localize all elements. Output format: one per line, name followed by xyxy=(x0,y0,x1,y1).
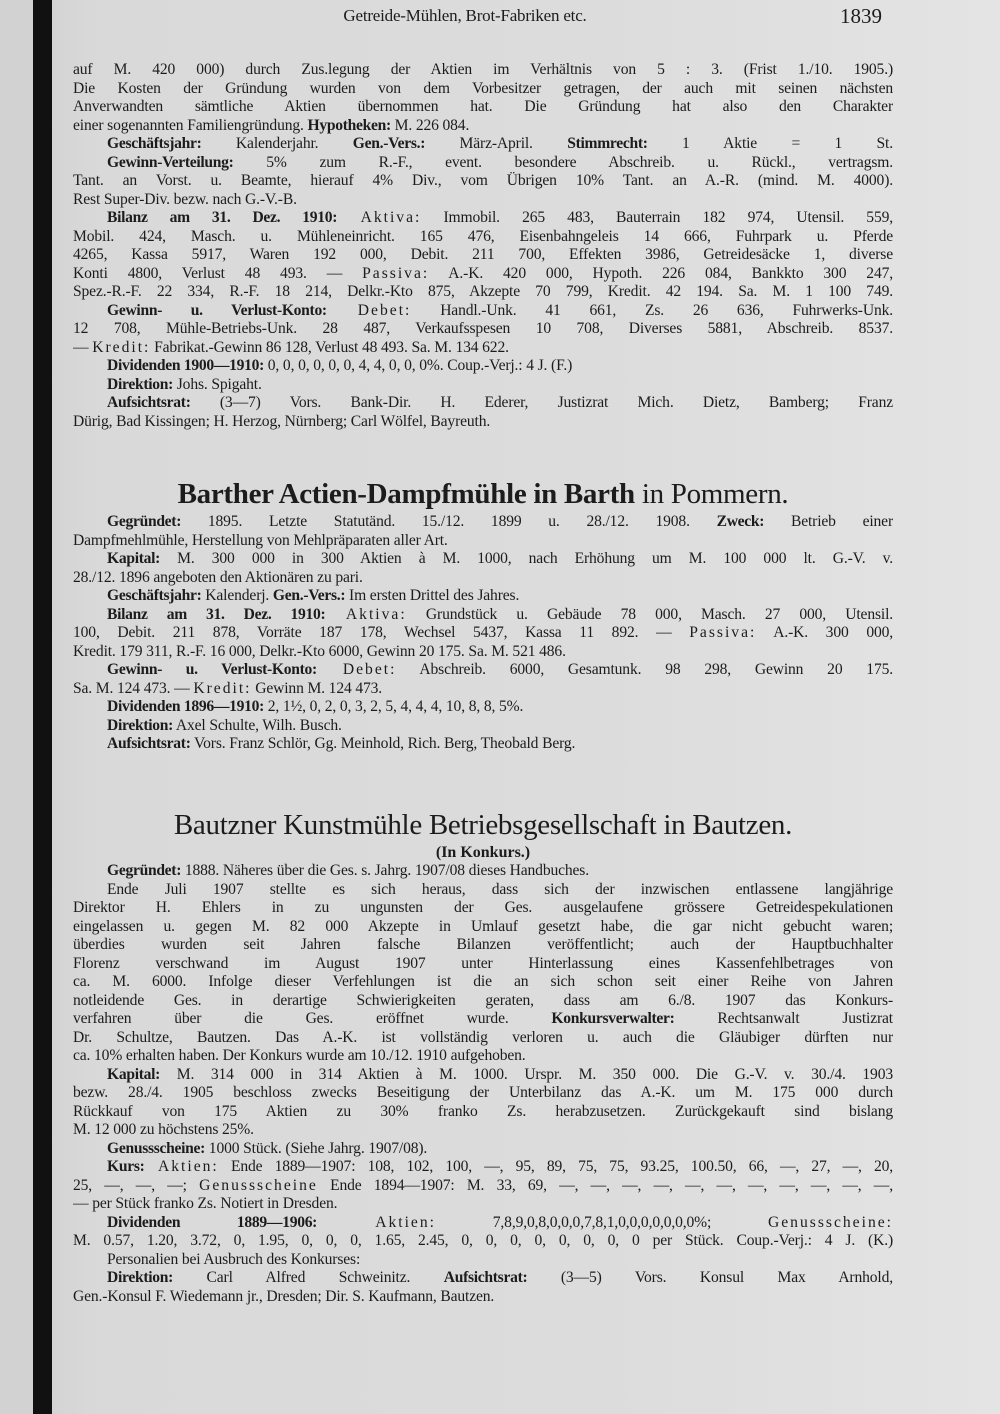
field-label: Aufsichtsrat: xyxy=(107,735,191,752)
text-segment: Axel Schulte, Wilh. Busch. xyxy=(173,716,342,734)
text-line xyxy=(73,265,893,284)
text-segment: M. 314 000 in 314 Aktien à M. 1000. Urspr. M. 350 000. Die G.-V. v. 30./4. 1903 xyxy=(160,1065,893,1083)
field-label: Gewinn-Verteilung: xyxy=(107,153,234,171)
text-line xyxy=(73,680,893,699)
text-segment: — per Stück franko Zs. Notiert in Dresden. xyxy=(73,1195,338,1212)
spaced-label: Debet: xyxy=(316,661,397,678)
text-segment: ca. 10% erhalten haben. Der Konkurs wurde am 10./12. 1910 aufgehoben. xyxy=(73,1047,526,1064)
text-segment: Gen.-Konsul F. Wiedemann jr., Dresden; Dir. S. Kaufmann, Bautzen. xyxy=(73,1287,495,1305)
heading-segment: Barther Actien-Dampfmühle in Barth xyxy=(177,478,635,510)
text-segment: 100, Debit. 211 878, Vorräte 187 178, Wechsel 5437, Kassa 11 892. — xyxy=(73,624,690,641)
field-label: Hypotheken: xyxy=(307,116,391,134)
text-line xyxy=(73,1214,893,1233)
text-segment: Handl.-Unk. 41 661, Zs. 26 636, Fuhrwerks-Unk. xyxy=(411,301,893,319)
text-segment: 2, 1½, 0, 2, 0, 3, 2, 5, 4, 4, 4, 10, 8, 8, 5%. xyxy=(264,698,524,715)
field-label: Direktion: xyxy=(107,375,174,393)
text-line xyxy=(73,1047,893,1066)
text-segment: 1000 Stück. (Siehe Jahrg. 1907/08). xyxy=(205,1139,428,1157)
spaced-label: Kredit: xyxy=(193,679,252,697)
text-segment: (3—5) Vors. Konsul Max Arnhold, xyxy=(527,1269,893,1286)
text-line xyxy=(73,717,893,736)
text-segment: M. 12 000 zu höchstens 25%. xyxy=(73,1121,254,1138)
text-segment: Grundstück u. Gebäude 78 000, Masch. 27 000, Utensil. xyxy=(406,605,893,623)
text-segment: Kalenderjahr. xyxy=(201,135,353,152)
text-segment: Fabrikat.-Gewinn 86 128, Verlust 48 493. Sa. M. 134 622. xyxy=(150,338,509,356)
text-segment: eingelassen u. gegen M. 82 000 Akzepte in Umlauf gesetzt habe, die gar nicht gebucht waren; xyxy=(73,917,893,935)
text-line xyxy=(73,899,893,918)
text-line xyxy=(73,1029,893,1048)
text-line xyxy=(73,862,893,881)
text-line xyxy=(73,955,893,974)
text-segment: notleidende Ges. in derartige Schwierigkeiten geraten, dass am 6./8. 1907 das Konkurs- xyxy=(73,991,893,1009)
text-line xyxy=(73,936,893,955)
text-line xyxy=(73,1251,893,1270)
text-segment: Personalien bei Ausbruch des Konkurses: xyxy=(107,1250,361,1268)
text-line xyxy=(73,413,893,432)
text-line xyxy=(73,532,893,551)
text-segment: Ende Juli 1907 stellte es sich heraus, dass sich der inzwischen entlassene langjährige xyxy=(107,880,893,898)
field-label: Direktion: xyxy=(107,1269,174,1286)
text-line xyxy=(73,1103,893,1122)
field-label: Aufsichtsrat: xyxy=(443,1269,528,1286)
text-line xyxy=(73,661,893,680)
text-line xyxy=(73,246,893,265)
book-spine-shadow xyxy=(33,0,52,1414)
spaced-label: Genussscheine xyxy=(199,1176,318,1194)
text-line xyxy=(73,1121,893,1140)
text-line xyxy=(73,172,893,191)
text-segment: Johs. Spigaht. xyxy=(173,375,262,393)
text-segment: verfahren über die Ges. eröffnet wurde. xyxy=(73,1010,552,1027)
field-label: Bilanz am 31. Dez. 1910: xyxy=(107,209,338,226)
field-label: Aufsichtsrat: xyxy=(107,394,191,411)
spaced-label: Aktiva: xyxy=(337,209,422,226)
text-segment: Dampfmehlmühle, Herstellung von Mehlpräparaten aller Art. xyxy=(73,531,448,549)
text-segment: 1895. Letzte Statutänd. 15./12. 1899 u. 28./12. 1908. xyxy=(181,513,717,530)
text-line xyxy=(73,569,893,588)
field-label: Kapital: xyxy=(107,550,161,567)
section-bautzner-kunstmuehle xyxy=(73,806,893,1306)
text-segment: Dr. Schultze, Bautzen. Das A.-K. ist vollständig verloren u. auch die Gläubiger dürften nur xyxy=(73,1028,893,1046)
field-label: Dividenden 1896—1910: xyxy=(107,698,265,715)
text-segment: Rückkauf von 175 Aktien zu 30% franko Zs. herabzusetzen. Zurückgekauft sind bislang xyxy=(73,1102,893,1120)
text-segment: 5% zum R.-F., event. besondere Abschreib. u. Rückl., vertragsm. xyxy=(233,153,893,171)
text-line xyxy=(73,643,893,662)
text-segment: 0, 0, 0, 0, 0, 0, 4, 4, 0, 0, 0%. Coup.-Verj.: 4 J. (F.) xyxy=(264,357,573,374)
text-segment: Abschreib. 6000, Gesamtunk. 98 298, Gewinn 20 175. xyxy=(396,661,893,678)
text-line xyxy=(73,117,893,136)
running-header: Getreide-Mühlen, Brot-Fabriken etc. xyxy=(343,6,587,25)
text-segment: Die Kosten der Gründung wurden von dem Vorbesitzer getragen, der auch mit seinen nächsten xyxy=(73,79,893,97)
text-line xyxy=(73,1269,893,1288)
text-line xyxy=(73,376,893,395)
text-segment: M. 300 000 in 300 Aktien à M. 1000, nach Erhöhung um M. 100 000 lt. G.-V. v. xyxy=(160,550,893,567)
spaced-label: Passiva: xyxy=(362,264,430,282)
field-label: Dividenden 1900—1910: xyxy=(107,357,265,374)
text-segment: März-April. xyxy=(425,135,568,152)
text-line xyxy=(73,154,893,173)
text-line xyxy=(73,1066,893,1085)
text-segment: Direktor H. Ehlers in zu ungunsten der Ges. ausgelaufene grössere Getreidespekulationen xyxy=(73,899,893,916)
text-line xyxy=(73,80,893,99)
text-segment: Rechtsanwalt Justizrat xyxy=(674,1010,893,1027)
text-line xyxy=(73,587,893,606)
company-status-subtitle: (In Konkurs.) xyxy=(435,844,531,861)
spaced-label: Genussscheine: xyxy=(767,1213,893,1231)
text-segment: Florenz verschwand im August 1907 unter Hinterlassung eines Kassenfehlbetrages von xyxy=(73,954,893,972)
text-line xyxy=(73,61,893,80)
text-line xyxy=(73,339,893,358)
text-segment: bezw. 28./4. 1905 beschloss zwecks Beseitigung der Unterbilanz das A.-K. um M. 175 000 durch xyxy=(73,1084,893,1101)
field-label: Konkursverwalter: xyxy=(551,1010,675,1027)
text-line xyxy=(73,191,893,210)
text-line xyxy=(73,357,893,376)
text-segment: Konti 4800, Verlust 48 493. — xyxy=(73,264,363,282)
text-segment: 12 708, Mühle-Betriebs-Unk. 28 487, Verkaufsspesen 10 708, Diverses 5881, Abschreib. 8537. xyxy=(73,320,893,337)
field-label: Gegründet: xyxy=(107,862,182,879)
text-line xyxy=(73,320,893,339)
field-label: Kapital: xyxy=(107,1065,161,1083)
text-segment: A.-K. 420 000, Hypoth. 226 084, Bankkto 300 247, xyxy=(429,264,893,282)
spaced-label: Aktien: xyxy=(144,1158,219,1175)
heading-segment: in Pommern. xyxy=(634,478,789,510)
text-line xyxy=(73,228,893,247)
company-heading xyxy=(73,806,893,844)
text-line xyxy=(73,283,893,302)
text-segment: Dürig, Bad Kissingen; H. Herzog, Nürnberg; Carl Wölfel, Bayreuth. xyxy=(73,412,491,430)
text-segment: Rest Super-Div. bezw. nach G.-V.-B. xyxy=(73,190,297,208)
adjacent-page-margin xyxy=(0,0,33,1414)
text-segment: einer sogenannten Familiengründung. xyxy=(73,116,308,134)
text-segment: Tant. an Vorst. u. Beamte, hierauf 4% Div., vom Übrigen 10% Tant. an A.-R. (mind. M. 4000). xyxy=(73,172,893,189)
text-line xyxy=(73,209,893,228)
field-label: Stimmrecht: xyxy=(567,135,648,152)
section-barther-actien-dampfmuehle xyxy=(73,475,893,754)
text-segment: Ende 1894—1907: M. 33, 69, —, —, —, —, —, —, —, —, —, —, —, xyxy=(317,1176,893,1194)
field-label: Gen.-Vers.: xyxy=(272,587,346,604)
text-segment: Carl Alfred Schweinitz. xyxy=(173,1269,444,1286)
spaced-label: Passiva: xyxy=(689,624,757,641)
text-segment: Ende 1889—1907: 108, 102, 100, —, 95, 89, 75, 75, 93.25, 100.50, 66, —, 27, —, 20, xyxy=(218,1158,893,1175)
text-line xyxy=(73,394,893,413)
text-line xyxy=(73,992,893,1011)
text-line xyxy=(73,1158,893,1177)
field-label: Bilanz am 31. Dez. 1910: xyxy=(107,605,326,623)
text-segment: A.-K. 300 000, xyxy=(756,624,893,641)
text-segment: Immobil. 265 483, Bauterrain 182 974, Utensil. 559, xyxy=(421,209,893,226)
text-line xyxy=(73,606,893,625)
spaced-label: Debet: xyxy=(326,301,412,319)
text-segment: Gewinn M. 124 473. xyxy=(251,679,383,697)
text-line xyxy=(73,735,893,754)
page-number: 1839 xyxy=(840,4,882,28)
text-segment: Kalenderj. xyxy=(201,587,273,604)
text-line xyxy=(73,1140,893,1159)
text-segment: M. 0.57, 1.20, 3.72, 0, 1.95, 0, 0, 0, 1.65, 2.45, 0, 0, 0, 0, 0, 0, 0, 0 per Stück. Coup.-Verj.: 4 J. (K.) xyxy=(73,1232,893,1249)
field-label: Gewinn- u. Verlust-Konto: xyxy=(107,661,317,678)
text-segment: — xyxy=(73,338,93,356)
field-label: Zweck: xyxy=(716,513,765,530)
text-line xyxy=(73,302,893,321)
text-line xyxy=(73,513,893,532)
text-segment: Vors. Franz Schlör, Gg. Meinhold, Rich. Berg, Theobald Berg. xyxy=(190,735,576,752)
text-line xyxy=(73,918,893,937)
text-line xyxy=(73,1084,893,1103)
field-label: Geschäftsjahr: xyxy=(107,587,202,604)
text-segment: Betrieb einer xyxy=(764,513,893,530)
text-segment: 25, —, —, —; xyxy=(73,1176,200,1194)
text-segment: M. 226 084. xyxy=(390,116,470,134)
text-segment: Sa. M. 124 473. — xyxy=(73,679,194,697)
text-line xyxy=(73,624,893,643)
text-line xyxy=(73,1232,893,1251)
field-label: Direktion: xyxy=(107,716,174,734)
text-segment: ca. M. 6000. Infolge dieser Verfehlungen ist die an sich schon seit einer Reihe von Jahren xyxy=(73,973,893,990)
text-line xyxy=(73,881,893,900)
text-segment: Anverwandten sämtliche Aktien übernommen hat. Die Gründung hat also den Charakter xyxy=(73,98,893,115)
company-heading xyxy=(73,475,893,513)
text-line xyxy=(73,1177,893,1196)
text-segment: 1888. Näheres über die Ges. s. Jahrg. 1907/08 dieses Handbuches. xyxy=(181,862,589,879)
text-line xyxy=(73,698,893,717)
text-segment: 28./12. 1896 angeboten den Aktionären zu pari. xyxy=(73,568,363,586)
text-segment: überdies wurden seit Jahren falsche Bilanzen veröffentlicht; auch der Hauptbuchhalter xyxy=(73,936,893,953)
field-label: Genussscheine: xyxy=(107,1139,206,1157)
text-segment: 7,8,9,0,8,0,0,0,7,8,1,0,0,0,0,0,0,0%; xyxy=(435,1213,768,1231)
field-label: Geschäftsjahr: xyxy=(107,135,202,152)
text-line xyxy=(73,135,893,154)
text-line xyxy=(73,98,893,117)
text-segment: Im ersten Drittel des Jahres. xyxy=(345,587,520,604)
text-line xyxy=(73,550,893,569)
text-line xyxy=(73,973,893,992)
text-segment: Kredit. 179 311, R.-F. 16 000, Delkr.-Kto 6000, Gewinn 20 175. Sa. M. 521 486. xyxy=(73,642,566,660)
text-segment: (3—7) Vors. Bank-Dir. H. Ederer, Justizrat Mich. Dietz, Bamberg; Franz xyxy=(190,394,893,411)
field-label: Gen.-Vers.: xyxy=(352,135,426,152)
section-continued-company xyxy=(73,61,893,431)
field-label: Dividenden 1889—1906: xyxy=(107,1213,318,1231)
field-label: Gegründet: xyxy=(107,513,182,530)
spaced-label: Kredit: xyxy=(92,338,151,356)
text-segment: Mobil. 424, Masch. u. Mühleneinricht. 165 476, Eisenbahngeleis 14 666, Fuhrpark u. Pferde xyxy=(73,227,893,245)
field-label: Kurs: xyxy=(107,1158,145,1175)
text-line xyxy=(73,1010,893,1029)
text-segment: Spez.-R.-F. 22 334, R.-F. 18 214, Delkr.-Kto 875, Akzepte 70 799, Kredit. 42 194. Sa. M. 1 100 749. xyxy=(73,283,893,300)
text-line xyxy=(73,1288,893,1307)
field-label: Gewinn- u. Verlust-Konto: xyxy=(107,301,327,319)
spaced-label: Aktiva: xyxy=(325,605,407,623)
text-segment: auf M. 420 000) durch Zus.legung der Aktien im Verhältnis von 5 : 3. (Frist 1./10. 1905.) xyxy=(73,61,893,78)
text-line xyxy=(73,1195,893,1214)
heading-segment: Bautzner Kunstmühle Betriebsgesellschaft in Bautzen. xyxy=(173,809,793,841)
spaced-label: Aktien: xyxy=(317,1213,436,1231)
text-segment: 4265, Kassa 5917, Waren 192 000, Debit. 211 700, Effekten 3986, Getreidesäcke 1, diverse xyxy=(73,246,893,263)
text-segment: 1 Aktie = 1 St. xyxy=(647,135,893,152)
